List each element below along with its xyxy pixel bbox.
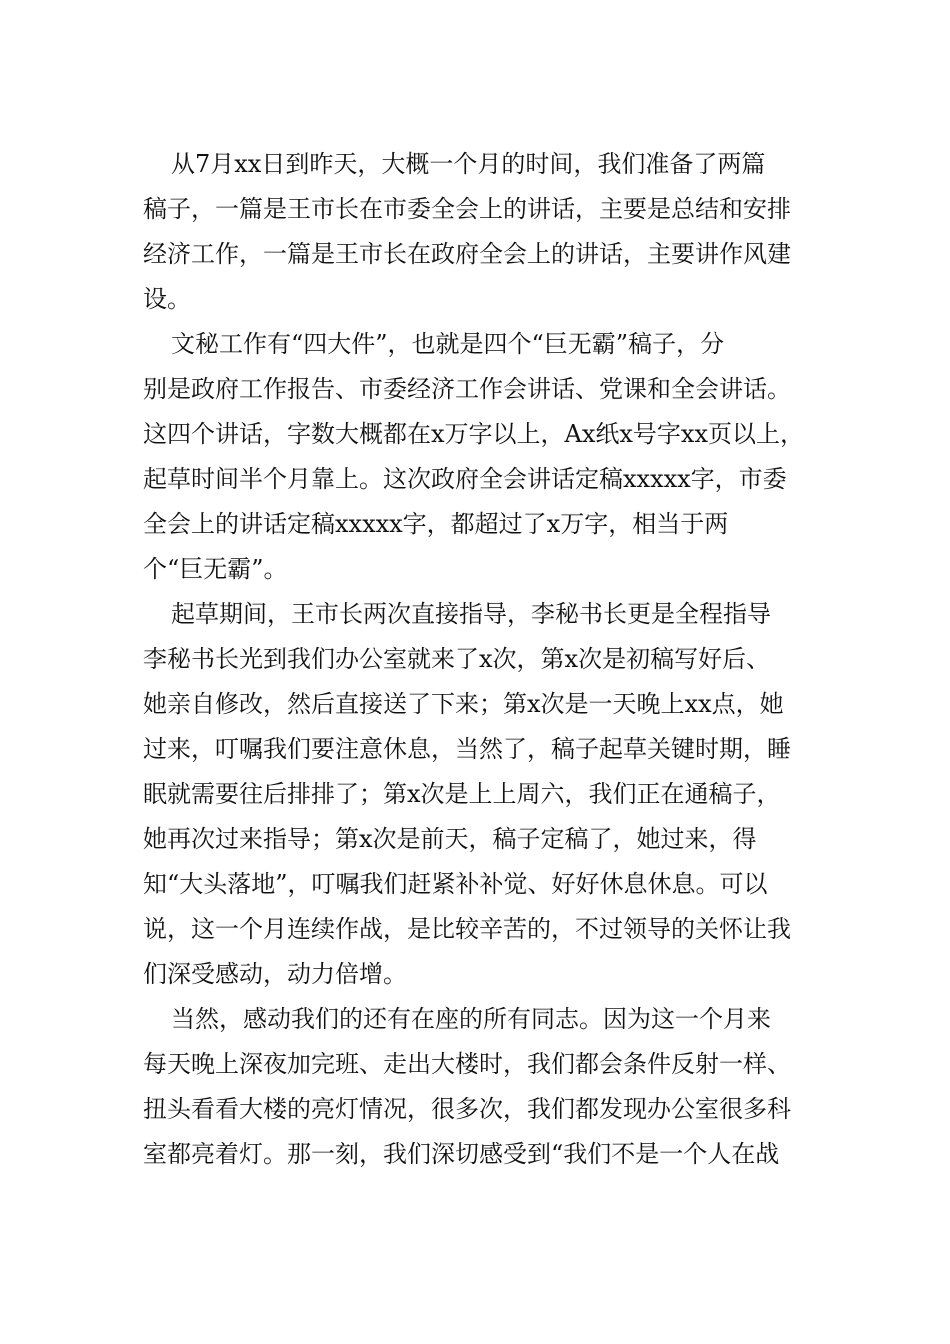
paragraph-2-line-1: 文秘工作有“四大件”，也就是四个“巨无霸”稿子，分 xyxy=(171,330,725,358)
paragraph-4-line-4: 室都亮着灯。那一刻，我们深切感受到“我们不是一个人在战 xyxy=(143,1140,780,1168)
paragraph-3-line-7: 知“大头落地”，叮嘱我们赶紧补补觉、好好休息休息。可以 xyxy=(143,870,768,898)
paragraph-3-line-8: 说，这一个月连续作战，是比较辛苦的，不过领导的关怀让我 xyxy=(143,915,791,943)
paragraph-4-line-2: 每天晚上深夜加完班、走出大楼时，我们都会条件反射一样、 xyxy=(143,1050,791,1078)
paragraph-2-line-2: 别是政府工作报告、市委经济工作会讲话、党课和全会讲话。 xyxy=(143,375,791,403)
paragraph-3-line-5: 眠就需要往后排排了；第x次是上上周六，我们正在通稿子， xyxy=(143,780,781,808)
paragraph-1-line-3: 经济工作，一篇是王市长在政府全会上的讲话，主要讲作风建 xyxy=(143,240,791,268)
paragraph-2-line-6: 个“巨无霸”。 xyxy=(143,555,288,583)
paragraph-3-line-4: 过来，叮嘱我们要注意休息，当然了，稿子起草关键时期，睡 xyxy=(143,735,791,763)
paragraph-1-line-4: 设。 xyxy=(143,285,191,313)
paragraph-3-line-2: 李秘书长光到我们办公室就来了x次，第x次是初稿写好后、 xyxy=(143,645,771,673)
paragraph-3-line-1: 起草期间，王市长两次直接指导，李秘书长更是全程指导 xyxy=(171,600,771,628)
paragraph-1-line-1: 从7月xx日到昨天，大概一个月的时间，我们准备了两篇 xyxy=(171,150,766,178)
paragraph-1-line-2: 稿子，一篇是王市长在市委全会上的讲话，主要是总结和安排 xyxy=(143,195,791,223)
paragraph-3-line-6: 她再次过来指导；第x次是前天，稿子定稿了，她过来，得 xyxy=(143,825,757,853)
paragraph-2-line-4: 起草时间半个月靠上。这次政府全会讲话定稿xxxxx字，市委 xyxy=(143,465,787,493)
paragraph-3-line-3: 她亲自修改，然后直接送了下来；第x次是一天晚上xx点，她 xyxy=(143,690,784,718)
paragraph-4-line-3: 扭头看看大楼的亮灯情况，很多次，我们都发现办公室很多科 xyxy=(143,1095,791,1123)
paragraph-3-line-9: 们深受感动，动力倍增。 xyxy=(143,960,407,988)
paragraph-2-line-3: 这四个讲话，字数大概都在x万字以上，Ax纸x号字xx页以上， xyxy=(143,420,805,448)
paragraph-2-line-5: 全会上的讲话定稿xxxxx字，都超过了x万字，相当于两 xyxy=(143,510,729,538)
paragraph-4-line-1: 当然，感动我们的还有在座的所有同志。因为这一个月来 xyxy=(171,1005,771,1033)
